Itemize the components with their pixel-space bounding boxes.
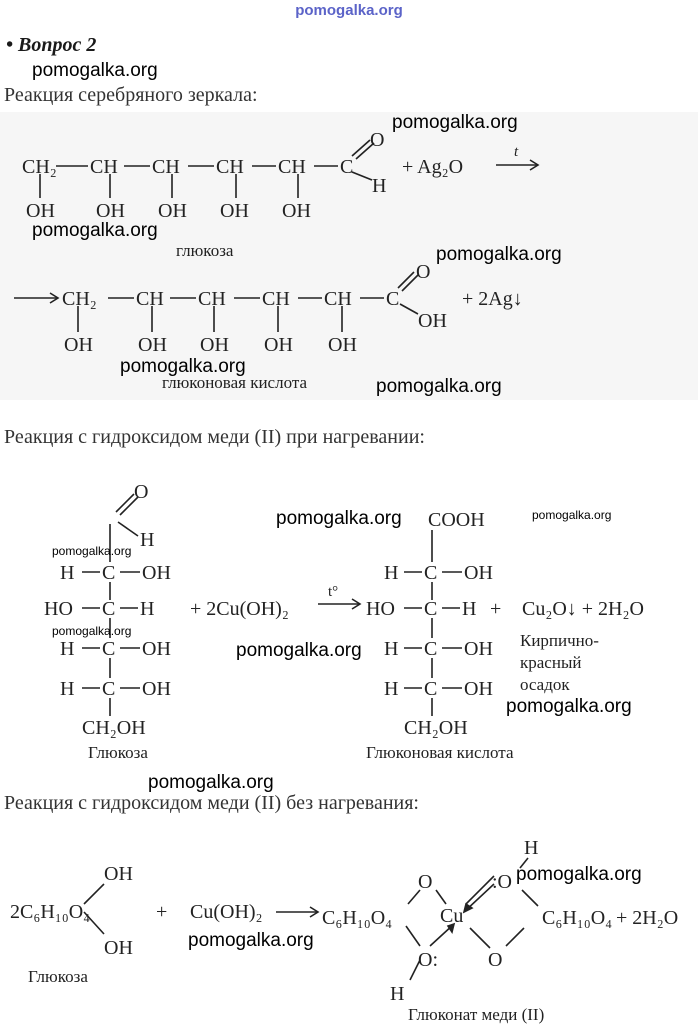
r1-oh: OH [418, 310, 447, 332]
r3-o: O [418, 871, 433, 893]
r2-h: H [60, 562, 75, 584]
r2-ch2oh: CH₂OH [404, 717, 468, 739]
watermark: pomogalka.org [52, 624, 132, 638]
watermark: pomogalka.org [236, 640, 362, 661]
r2-h: H [384, 638, 399, 660]
r1-oh: OH [264, 334, 293, 356]
r2-c: C [424, 678, 438, 700]
r1-c: C [386, 288, 400, 310]
watermark: pomogalka.org [376, 376, 502, 397]
watermark: pomogalka.org [32, 220, 158, 241]
r2-c: C [102, 638, 116, 660]
r2-h: H [60, 638, 75, 660]
watermark: pomogalka.org [120, 356, 246, 377]
r2-precipitate-label: осадок [520, 675, 570, 694]
r1-ch2: CH₂ [22, 156, 57, 178]
r1-ch: CH [198, 288, 226, 310]
r2-c: C [102, 598, 116, 620]
r2-ho: HO [44, 598, 73, 620]
r3-colon-o: :O [492, 871, 512, 893]
r2-h: H [384, 678, 399, 700]
r1-oh: OH [96, 200, 125, 222]
r1-ag-precipitate: + 2Ag↓ [462, 288, 523, 310]
watermark: pomogalka.org [276, 508, 402, 529]
r3-cuoh2: Cu(OH)₂ [190, 901, 263, 923]
r2-glucose-label: Глюкоза [88, 743, 148, 762]
r2-oh: OH [464, 562, 493, 584]
r2-plus: + [490, 598, 502, 620]
r2-c: C [424, 562, 438, 584]
r2-c: C [424, 638, 438, 660]
r1-oh: OH [328, 334, 357, 356]
r2-gluconic-label: Глюконовая кислота [366, 743, 514, 762]
section-title-heating: Реакция с гидроксидом меди (II) при нагревании: [4, 426, 425, 448]
r3-water: + 2H₂O [616, 907, 679, 929]
r2-t: t° [328, 584, 339, 600]
r1-glucose-label: глюкоза [176, 241, 234, 260]
r2-ch2oh: CH₂OH [82, 717, 146, 739]
r2-cooh: COOH [428, 509, 485, 531]
r1-oh: OH [26, 200, 55, 222]
r1-oh: OH [220, 200, 249, 222]
r2-h: H [60, 678, 75, 700]
watermark: pomogalka.org [148, 772, 274, 793]
r2-oh: OH [142, 678, 171, 700]
r1-ag2o: + Ag₂O [402, 156, 464, 178]
r1-oh: OH [200, 334, 229, 356]
r3-o-colon: O: [418, 949, 438, 971]
r1-ch: CH [136, 288, 164, 310]
r1-o: O [416, 261, 431, 283]
r2-h: H [384, 562, 399, 584]
r3-oh: OH [104, 937, 133, 959]
section-title-no-heating: Реакция с гидроксидом меди (II) без нагревания: [4, 792, 419, 814]
r2-h: H [140, 529, 155, 551]
r1-gluconic-label: глюконовая кислота [162, 373, 308, 392]
r2-reagent: + 2Cu(OH)₂ [190, 598, 289, 620]
r3-c6-right: C₆H₁₀O₄ [542, 907, 613, 929]
r3-o: O [488, 949, 503, 971]
r2-precipitate-label: Кирпично- [520, 631, 599, 650]
r3-oh: OH [104, 863, 133, 885]
r3-gluconate-label: Глюконат меди (II) [408, 1005, 545, 1024]
watermark: pomogalka.org [188, 930, 314, 951]
r1-ch: CH [152, 156, 180, 178]
r2-c: C [424, 598, 438, 620]
r3-cu: Cu [440, 905, 464, 927]
r3-h: H [524, 837, 539, 859]
r1-ch: CH [278, 156, 306, 178]
r1-oh: OH [158, 200, 187, 222]
watermark: pomogalka.org [506, 696, 632, 717]
watermark: pomogalka.org [392, 112, 518, 133]
r2-oh: OH [464, 678, 493, 700]
watermark: pomogalka.org [32, 60, 158, 81]
r2-o: O [134, 481, 149, 503]
r2-h: H [140, 598, 155, 620]
r2-c: C [102, 562, 116, 584]
r1-ch: CH [90, 156, 118, 178]
r2-oh: OH [464, 638, 493, 660]
r1-ch2: CH₂ [62, 288, 97, 310]
r1-oh: OH [282, 200, 311, 222]
r2-precipitate-label: красный [520, 653, 582, 672]
r3-glucose-label: Глюкоза [28, 967, 88, 986]
r2-h: H [462, 598, 477, 620]
r2-c: C [102, 678, 116, 700]
watermark: pomogalka.org [52, 544, 132, 558]
watermark: pomogalka.org [532, 508, 612, 522]
section-title-silver-mirror: Реакция серебряного зеркала: [4, 84, 258, 106]
r1-h: H [372, 175, 387, 197]
r3-plus: + [156, 901, 168, 923]
r1-ch: CH [216, 156, 244, 178]
r1-ch: CH [262, 288, 290, 310]
watermark: pomogalka.org [516, 864, 642, 885]
r1-oh: OH [138, 334, 167, 356]
question-title: • Вопрос 2 [6, 34, 97, 56]
watermark: pomogalka.org [436, 244, 562, 265]
site-header-link[interactable]: pomogalka.org [295, 2, 403, 19]
r1-o: O [370, 129, 385, 151]
r2-oh: OH [142, 638, 171, 660]
r2-oh: OH [142, 562, 171, 584]
r2-cu2o: Cu₂O↓ + 2H₂O [522, 598, 644, 620]
r1-t: t [514, 144, 519, 160]
r2-ho: HO [366, 598, 395, 620]
r1-oh: OH [64, 334, 93, 356]
r3-glucose-formula: 2C₆H₁₀O₄ [10, 901, 91, 923]
r1-c: C [340, 156, 354, 178]
r3-h: H [390, 983, 405, 1005]
r1-ch: CH [324, 288, 352, 310]
r3-c6-left: C₆H₁₀O₄ [322, 907, 393, 929]
